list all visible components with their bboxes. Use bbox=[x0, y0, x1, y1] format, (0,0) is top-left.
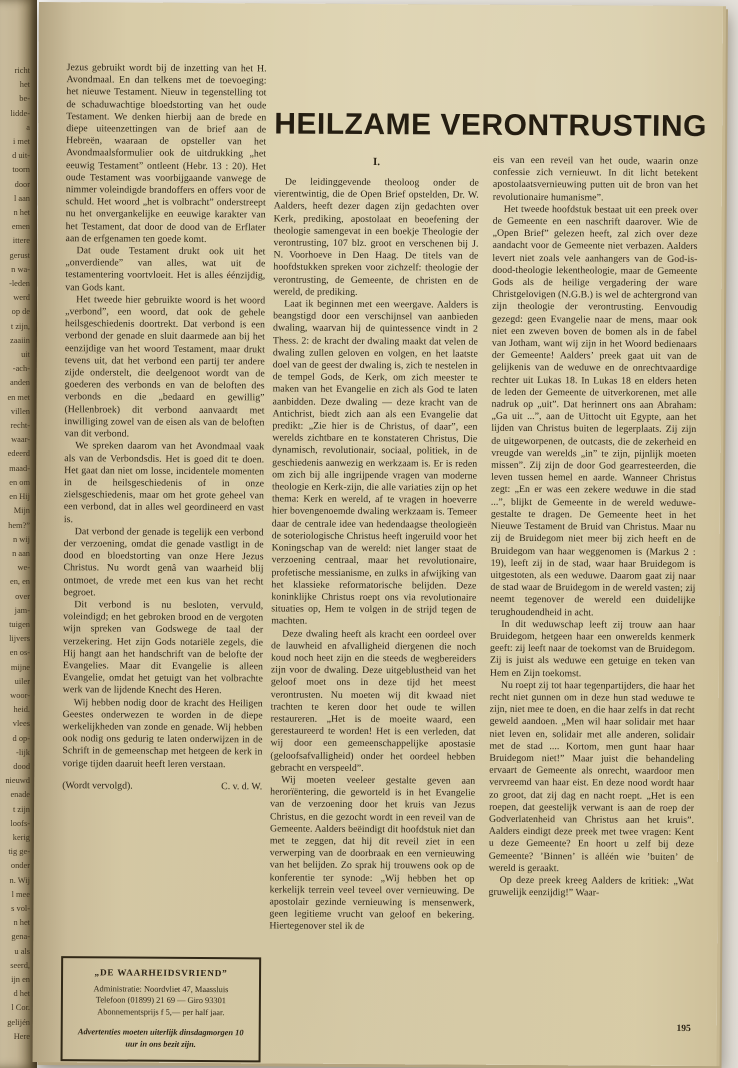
text-fragment: Mijn bbox=[13, 506, 30, 516]
text-fragment: het bbox=[19, 80, 30, 90]
article-continuation-row bbox=[62, 780, 262, 792]
previous-page-text-fragments bbox=[0, 0, 37, 1044]
paragraph: Dit verbond is nu besloten, vervuld, voleindigd; en het gebroken brood en de vergoten wijn spreken van Godswege de taal der verzekering. Het zijn Gods notariële zegels, die Hij hangt aan het handschrift van de belofte der Evangelies. Maar dit Evangelie is alleen Evangelie, omdat het getuigt van het volbrachte werk van de lijdende Knecht des Heren. bbox=[62, 599, 264, 697]
text-fragment: heid. bbox=[13, 705, 30, 715]
previous-page-edge bbox=[0, 0, 37, 1068]
magazine-page bbox=[33, 2, 723, 1066]
text-fragment: t zijn, bbox=[10, 321, 30, 331]
text-fragment: toorn bbox=[12, 165, 30, 175]
text-fragment: tuigen bbox=[9, 619, 30, 629]
text-fragment: ijn en bbox=[11, 975, 30, 984]
article-two-columns bbox=[269, 153, 698, 935]
right-column-paragraphs bbox=[489, 155, 699, 901]
text-fragment: enade bbox=[10, 790, 30, 800]
article-main bbox=[269, 107, 708, 935]
text-fragment: dood bbox=[13, 761, 30, 771]
paragraph: Dat oude Testament drukt ook uit het „onverdiende” van alles, wat uit de testamentering voortvloeit. Het is alles éénzijdig, van Gods kant. bbox=[65, 245, 266, 294]
text-fragment: en os- bbox=[9, 648, 30, 658]
text-fragment: werd bbox=[13, 293, 30, 303]
text-fragment: villen bbox=[10, 406, 30, 416]
text-fragment: woor- bbox=[10, 690, 30, 700]
text-fragment: anden bbox=[10, 378, 30, 388]
page-number: 195 bbox=[676, 1023, 691, 1035]
paragraph: Deze dwaling heeft als kracht een oordeel over de lauwheid en afvalligheid diergenen die noch koud noch heet zijn en die steeds de wegbereiders zijn voor de dwaling. Deze uitgeblustheid van het geloof moet ons in deze tijd het meest verontrusten. Nu moeten wij dit kwaad niet trachten te keren door het oude te willen restaureren. „Het is de moeite waard, een gerestaureerd te worden! Het is een verleden, dat wij door een gemeenschappelijke apostasie (geloofsafvalligheid) onder het oordeel hebben gebracht en verspeeld”. bbox=[270, 628, 477, 774]
text-fragment: edeerd bbox=[7, 449, 30, 459]
text-fragment: en met bbox=[7, 392, 30, 402]
text-fragment: door bbox=[14, 179, 30, 189]
paragraph: Op deze preek kreeg Aalders de kritiek: „Wat gruwelijk eenzijdig!” Waar- bbox=[488, 874, 694, 899]
text-fragment: n het bbox=[13, 918, 30, 928]
text-fragment: recht- bbox=[10, 421, 30, 431]
text-fragment: nieuwd bbox=[5, 776, 30, 786]
text-fragment: en, en bbox=[10, 577, 30, 587]
text-fragment: n aan bbox=[12, 548, 30, 558]
text-fragment: lijvers bbox=[9, 634, 30, 644]
text-fragment: d uit- bbox=[12, 151, 30, 161]
text-fragment: gerust bbox=[9, 250, 30, 260]
text-fragment: gena- bbox=[11, 932, 30, 942]
text-fragment: en Hij bbox=[9, 492, 30, 502]
text-fragment: hem?” bbox=[8, 520, 30, 530]
advertisement-note: Advertenties moeten uiterlijk dinsdagmorgen 10 uur in ons bezit zijn. bbox=[77, 1027, 244, 1049]
text-fragment: mijne bbox=[10, 662, 30, 672]
paragraph: Jezus gebruikt wordt bij de inzetting van het H. Avondmaal. En dan telkens met de toevoeging: het nieuwe Testament. Nieuw in tegenstelling tot de schaduwachtige bloedstorting van het oude Testament. We denken hierbij aan de brede en diepe uiteenzettingen van de brief aan de Hebreën, waaraan de opsteller van het Avondmaalsformulier ook de uitdrukking „het eeuwig Testament” ontleent (Hebr. 13 : 20). Het oude Testament was voorbijgaande vanwege de nimmer voleindigde brandoffers en offers voor de schuld. Het woord „het is volbracht” onderstreept nu het onvergankelijke en eeuwige karakter van het Testament, dat door de dood van de Erflater aan de erfgenamen ten goede komt. bbox=[65, 62, 267, 245]
paragraph: De leidinggevende theoloog onder de vierentwintig, die de Open Brief opstelden, Dr. W. Aalders, heeft dezer dagen zijn gedachten over Kerk, prediking, apostolaat en beoefening der theologie samengevat in een boekje Theologie der verontrusting, 107 blz. groot en verschenen bij J. N. Voorhoeve in Den Haag. De titels van de hoofdstukken spreken voor zichzelf: theologie der verontrusting, de Gemeente, de christen en de wereld, de prediking. bbox=[273, 176, 479, 298]
article-column-right bbox=[488, 155, 698, 936]
text-fragment: over bbox=[15, 591, 30, 601]
paragraph: Nu roept zij tot haar tegenpartijders, die haar het recht niet gunnen om in deze hun stad weduwe te zijn, niet mee te doen, en die haar zelfs in dat recht geweld aandoen. „Men wil haar solidair met haar niet leven en, solidair met alle anderen, solidair met de stad .... Kortom, men gunt haar haar Bruidegom niet!” Maar juist die behandeling ervaart de Gemeente als onrecht, waardoor men vervreemd van haar eist. En deze nood wordt haar zo groot, dat zij dag en nacht roept. „Het is een roepen, dat geestelijk verwant is aan de roep der Godverlatenheid van Christus aan het kruis”. Aalders eindigt deze preek met twee vragen: Kent u deze Gemeente? En hoort u zelf bij deze Gemeente? ’Binnen’ is alléén wie ’buiten’ de wereld is geraakt. bbox=[488, 679, 695, 874]
text-fragment: lidde- bbox=[10, 108, 30, 118]
text-fragment: richt bbox=[14, 66, 30, 75]
text-fragment: we- bbox=[17, 563, 30, 573]
text-fragment: onder bbox=[10, 861, 30, 871]
text-fragment: uit bbox=[21, 350, 30, 360]
text-fragment: uiler bbox=[14, 676, 30, 686]
text-fragment: maad- bbox=[9, 463, 30, 473]
text-fragment: seerd, bbox=[10, 960, 30, 970]
paragraph: Wij moeten veeleer gestalte geven aan herorïëntering, die geworteld is in het Evangelie van de verzoening door het kruis van Jezus Christus, en die gezocht wordt in een reveil van de Gemeente. Aalders beëindigt dit hoofdstuk niet dan met te zeggen, dat hij dit reveil ziet in een verwerping van de doorbraak en een vernieuwing van het belijden. Zo sprak hij trouwens ook op de konferentie ter synode: „Wij hebben het op kerkelijk terrein veel teveel over vernieuwing. De apostolair gezinde vernieuwing is mensenwerk, geen legitieme vrucht van geloof en bekering. Hiertegenover stel ik de bbox=[269, 774, 476, 933]
text-fragment: gelijén bbox=[7, 1017, 30, 1027]
continuation-note: (Wordt vervolgd). bbox=[62, 779, 133, 792]
publication-info-line: Administratie: Noordvliet 47, Maassluis bbox=[93, 984, 229, 995]
text-fragment: u als bbox=[14, 946, 30, 956]
paragraph: Wij hebben nodig door de kracht des Heiligen Geestes onderwezen te worden in de diepe werkelijkheden van zonde en genade. Wij hebben ook nodig ons gedurig te laten onderwijzen in de Schrift in de gemeenschap met hetgeen de kerk in vorige tijden daaruit heeft leren verstaan. bbox=[62, 696, 263, 770]
publication-info-line: Telefoon (01899) 21 69 — Giro 93301 bbox=[95, 995, 226, 1006]
text-fragment: l Cor. bbox=[11, 1003, 30, 1013]
paragraph: Het tweede hier gebruikte woord is het woord „verbond”, een woord, dat ook de gehele heilsgeschiedenis doortrekt. Dat verbond is een verbond der genade en sluit daarmede aan bij het eenzijdige van het woord Testament, maar drukt tevens uit, dat het verbond een partij ter andere zijde onderstelt, die deelgenoot wordt van de goederen des verbonds en van de beloften des verbonds en die „bedaard en gewillig” (Hellenbroek) dit verbond aanvaardt met inwilliging zowel van de eisen als van de beloften van dit verbond. bbox=[64, 294, 266, 440]
text-fragment: tig ge- bbox=[8, 847, 30, 857]
paragraph: Dat verbond der genade is tegelijk een verbond der verzoening, omdat die genade vastligt in de dood en bloedstorting van onze Here Jezus Christus. Nu wordt genâ van waarheid blij ontmoet, de vrede met een kus van het recht begroet. bbox=[63, 525, 264, 599]
text-fragment: jam- bbox=[14, 605, 30, 615]
text-fragment: vlees bbox=[12, 719, 30, 729]
publication-info-line: Abonnementsprijs f 5,— per half jaar. bbox=[97, 1007, 225, 1017]
publication-info-box bbox=[61, 956, 262, 1062]
text-fragment: d op- bbox=[12, 733, 30, 743]
text-fragment: d het bbox=[13, 989, 30, 999]
text-fragment: s vol- bbox=[11, 903, 30, 913]
text-fragment: t zijn bbox=[13, 804, 30, 814]
text-fragment: l aan bbox=[13, 193, 30, 203]
article-column-left bbox=[62, 62, 266, 792]
paragraph: In dit weduwschap leeft zij trouw aan haar Bruidegom, hetgeen haar een onwerelds kenmerk geeft: zij leeft naar de toekomst van de Bruidegom. Zij is juist als weduwe een getuige en teken van Hem en Zijn toekomst. bbox=[489, 618, 696, 679]
section-marker: I. bbox=[372, 156, 381, 169]
text-fragment: -leden bbox=[9, 279, 30, 289]
text-fragment: -ach- bbox=[12, 364, 30, 374]
text-fragment: be- bbox=[19, 94, 30, 104]
text-fragment: op de bbox=[11, 307, 30, 317]
paragraph: eis van een reveil van het oude, waarin onze confessie zich vernieuwt. In dit licht betekent apostolaatsvernieuwing putten uit de bron van het revolutionaire humanisme”. bbox=[492, 154, 699, 204]
text-fragment: n het bbox=[13, 208, 30, 218]
text-fragment: waar- bbox=[11, 435, 30, 445]
article-headline: HEILZAME VERONTRUSTING bbox=[274, 107, 708, 144]
text-fragment: i met bbox=[13, 137, 30, 147]
text-fragment: ittere bbox=[12, 236, 30, 246]
publication-title: „DE WAARHEIDSVRIEND” bbox=[94, 967, 228, 979]
paragraph: Laat ik beginnen met een weergave. Aalders is beangstigd door een verschijnsel van aanbieden dwaling, waarvan hij de quintessence vindt in 2 Thess. 2: de kracht der dwaling maakt dat velen de dwaling zullen geloven en volgen, en het laatste doel van de geest der dwaling is, zich te nestelen in de tempel Gods, de Kerk, om zich meester te maken van het Evangelie en zich als God te laten aanbidden. Deze dwaling — deze kracht van de Antichrist, biedt zich aan als een Evangelie dat predikt: „Zie hier is de Christus, of daar”, een werelds zichtbare en te konstateren Christus, Die dynamisch, revolutionair, sociaal, politiek, in de geschiedenis aanwezig en werkzaam is. Er is reden om zich bij alle ingrijpende vragen van moderne theologie en Kerk-zijn, die alle variaties zijn op het thema: Kerk en wereld, af te vragen in hoeverre hier bovengenoemde dwaling werkzaam is. Temeer daar de centrale idee van hedendaagse theologieën de soteriologische Christus heeft ingeruild voor het Koningschap van de wereld: niet langer staat de verzoening centraal, maar het revolutionaire, profetische messianisme, en zulks in afwijking van het klassieke reformatorische belijden. Deze koninklijke Christus roept ons via revolutionaire situaties op, Hem te volgen in de strijd tegen de machten. bbox=[271, 298, 479, 627]
paragraph: We spreken daarom van het Avondmaal vaak als van de Verbondsdis. Het is goed dit te doen. Het gaat dan niet om losse, incidentele momenten in de heilsgeschiedenis of in onze zielsgeschiedenis, maar om het grote geheel van een verbond, dat in alles wel geordineerd en vast is. bbox=[63, 440, 265, 525]
text-fragment: kerig bbox=[12, 832, 30, 842]
text-fragment: -lijk bbox=[16, 747, 30, 757]
text-fragment: emen bbox=[11, 222, 30, 232]
article-column-middle bbox=[269, 153, 479, 934]
publication-info-lines bbox=[71, 983, 251, 1018]
middle-column-paragraphs bbox=[269, 176, 479, 934]
author-initials: C. v. d. W. bbox=[221, 780, 263, 793]
paragraph: Het tweede hoofdstuk bestaat uit een preek over de Gemeente en een naschrift daarover. Wie de „Open Brief” gelezen heeft, zal zich over deze aandacht voor de Gemeente niet verbazen. Aalders levert niet zoals vele aanhangers van de God-is-dood-theologie lekentheologie, maar de Gemeente Gods als de heilige vergadering der ware Christgelovigen (N.G.B.) is wel de achtergrond van zijn theologie der verontrusting. Eenvoudig gezegd: geen Evangelie naar de mens, maar ook niet een zweven boven de bomen als in de fabel van Jotham, want wij zijn in het Woord bedienaars der Gemeente! Aalders’ preek gaat uit van de gelijkenis van de weduwe en de onrechtvaardige rechter uit Lukas 18. In Lukas 18 en elders heten de leden der Gemeente de uitverkorenen, met alle nadruk op „uit”. Dat herinnert ons aan Abraham: „Ga uit ...”, aan de Uittocht uit Egypte, aan het lijden van Christus buiten de legerplaats. Zij zijn de uitgeworpenen, de outcasts, die de zekerheid en vreugde van werelds „in” te zijn, pijnlijk moeten missen”. Zij zijn de door God gearresteerden, die leven tussen hemel en aarde. Wanneer Christus zegt: „En er was een zekere weduwe in die stad ...”, blijkt de Gemeente in de wereld weduwe-gestalte te dragen. De Gemeente heet in het Nieuwe Testament de Bruid van Christus. Maar nu zij de Bruidegom niet meer bij zich heeft en de Bruidegom van haar weggenomen is (Markus 2 : 19), leeft zij in de stad, waar haar Bruidegom is uitgestoten, als een weduwe. Daarom gaat zij naar de stad waar de Bruidegom in de wereld vasten; zij neemt tegenover de wereld een duidelijke terughoudendheid in acht. bbox=[490, 203, 698, 618]
text-fragment: Here bbox=[13, 1031, 30, 1041]
text-fragment: n wa- bbox=[11, 264, 30, 274]
text-fragment: zaaiin bbox=[10, 335, 30, 345]
text-fragment: en om bbox=[9, 477, 30, 487]
text-fragment: a bbox=[26, 122, 30, 132]
text-fragment: l mee bbox=[11, 889, 30, 899]
left-column-paragraphs bbox=[62, 62, 266, 771]
text-fragment: n. Wij bbox=[9, 875, 30, 885]
text-fragment: loofs- bbox=[10, 818, 30, 828]
text-fragment: n wij bbox=[13, 534, 30, 544]
